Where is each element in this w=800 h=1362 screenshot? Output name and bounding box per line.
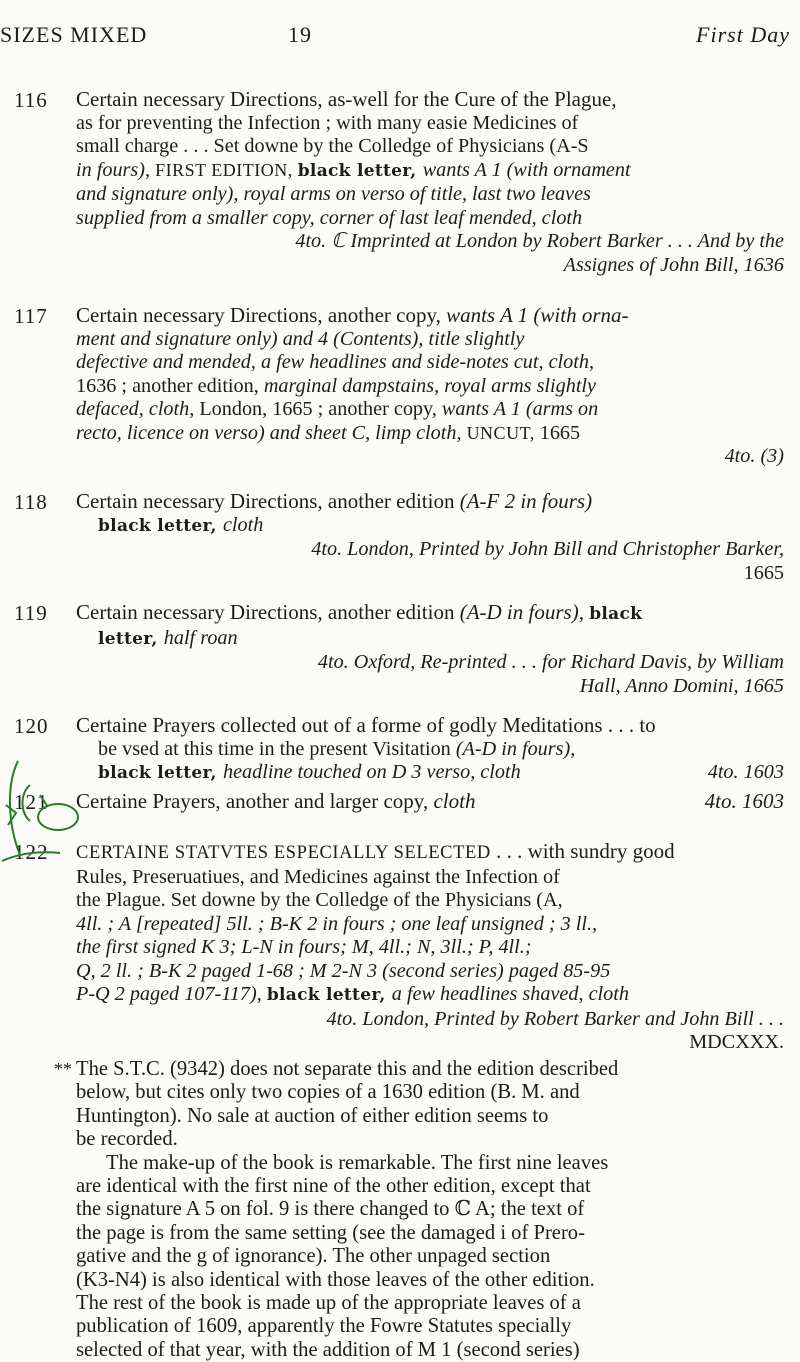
entry-imprint: Hall, Anno Domini, 1665 [579,674,784,697]
entry-title: Certain necessary Directions, another edition (A-F 2 in fours) [76,489,593,513]
entry-text [76,840,784,1055]
entry-imprint: 4to. ℂ Imprinted at London by Robert Barker . . . And by the [295,230,784,252]
entry-text [76,790,784,814]
note-line: publication of 1609, apparently the Fowre Statutes specially [76,1315,572,1338]
note-line: below, but cites only two copies of a 1630 edition (B. M. and [76,1081,580,1104]
header-left: SIZES MIXED [0,22,148,47]
note-line: the page is from the same setting (see the damaged i of Prero- [76,1221,585,1244]
entry-format: 4to. (3) [724,445,784,467]
stamp-stroke [40,795,48,807]
stamp-left-curve [10,761,20,855]
entry-imprint: Assignes of John Bill, 1636 [563,253,784,276]
stamp-circle [38,804,78,830]
bibliographic-note [54,1058,784,1362]
entry-line: ment and signature only) and 4 (Contents), title slightly [76,327,525,350]
note-line: are identical with the first nine of the other edition, except that [76,1175,591,1198]
entry-collation: Q, 2 ll. ; B-K 2 paged 1-68 ; M 2-N 3 (second series) paged 85-95 [76,959,611,982]
entry-text [76,714,784,786]
lot-number: 120 [14,714,49,738]
lot-number: 116 [14,88,48,112]
note-paragraph-1 [76,1058,784,1152]
stamp-inner-curve [23,785,31,821]
entry-line: as for preventing the Infection ; with many easie Medicines of [76,111,579,134]
entry-text [76,88,784,277]
entry-line: defaced, cloth, London, 1665 ; another copy, wants A 1 (arms on [76,398,599,420]
lot-number: 117 [14,304,48,328]
lot-number: 118 [14,490,48,514]
entry-line: letter, half roan [98,626,238,649]
entry-line: Rules, Preseruatiues, and Medicines against the Infection of [76,865,560,888]
note-line: gative and the g of ignorance). The other unpaged section [76,1245,551,1268]
entry-line: in fours), FIRST EDITION, black letter, wants A 1 (with ornament [76,158,631,181]
entry-imprint: 4to. London, Printed by Robert Barker and John Bill . . . [326,1007,784,1030]
entry-title: Certain necessary Directions, another edition (A-D in fours), black [76,600,643,624]
entry-title: CERTAINE STATVTES ESPECIALLY SELECTED . . . with sundry good [76,839,675,863]
note-line: The S.T.C. (9342) does not separate this and the edition described [76,1058,619,1080]
entry-year: MDCXXX. [689,1031,784,1053]
entry-year: 1665 [743,561,784,584]
entry-line: small charge . . . Set downe by the Colledge of Physicians (A-S [76,135,589,157]
entry-line: 1636 ; another edition, marginal dampstains, royal arms slightly [76,374,597,397]
entry-text [76,490,784,585]
header-right: First Day [696,22,790,47]
note-line: The rest of the book is made up of the appropriate leaves of a [76,1292,581,1315]
entry-line: P-Q 2 paged 107-117), black letter, a few headlines shaved, cloth [76,983,629,1005]
entry-line: the Plague. Set downe by the Colledge of the Physicians (A, [76,889,563,911]
entry-title: Certain necessary Directions, another copy, wants A 1 (with orna- [76,303,629,327]
note-line: The make-up of the book is remarkable. The first nine leaves [106,1151,609,1174]
entry-title: Certain necessary Directions, as-well for the Cure of the Plague, [76,87,617,111]
page-header [0,22,800,52]
note-line: be recorded. [76,1128,178,1151]
entry-line: supplied from a smaller copy, corner of last leaf mended, cloth [76,206,583,229]
entry-line: defective and mended, a few headlines and side-notes cut, cloth, [76,351,595,373]
entry-line: be vsed at this time in the present Visitation (A-D in fours), [98,737,576,760]
page-number: 19 [288,22,312,47]
lot-number: 119 [14,601,48,625]
entry-collation: the first signed K 3; L-N in fours; M, 4ll.; N, 3ll.; P, 4ll.; [76,936,532,958]
stamp-underline [2,852,60,861]
entry-text [76,601,784,698]
entry-line: and signature only), royal arms on verso of title, last two leaves [76,183,591,205]
note-line: (K3-N4) is also identical with those leaves of the other edition. [76,1268,595,1291]
entry-text [76,304,784,469]
note-line: selected of that year, with the addition of M 1 (second series) [76,1338,580,1361]
entry-title: Certaine Prayers, another and larger copy, cloth 4to. 1603 [76,789,784,813]
note-paragraph-2 [76,1152,784,1362]
margin-stamp-icon [0,755,80,865]
entry-imprint: 4to. London, Printed by John Bill and Christopher Barker, [311,538,784,560]
entry-line: black letter, cloth [98,513,264,536]
entry-imprint: 4to. Oxford, Re-printed . . . for Richard Davis, by William [317,651,784,673]
entry-collation: 4ll. ; A [repeated] 5ll. ; B-K 2 in fours ; one leaf unsigned ; 3 ll., [76,912,598,935]
note-line: the signature A 5 on fol. 9 is there changed to ℂ A; the text of [76,1198,585,1221]
entry-title: Certaine Prayers collected out of a forme of godly Meditations . . . to [76,713,656,737]
note-asterisks: ** [54,1059,72,1079]
lot-number: 121 [14,790,49,814]
lot-number: 122 [14,840,49,864]
entry-line: recto, licence on verso) and sheet C, limp cloth, UNCUT, 1665 [76,421,581,444]
entry-line: black letter, headline touched on D 3 verso, cloth 4to. 1603 [98,761,784,783]
note-line: Huntington). No sale at auction of either edition seems to [76,1104,549,1127]
